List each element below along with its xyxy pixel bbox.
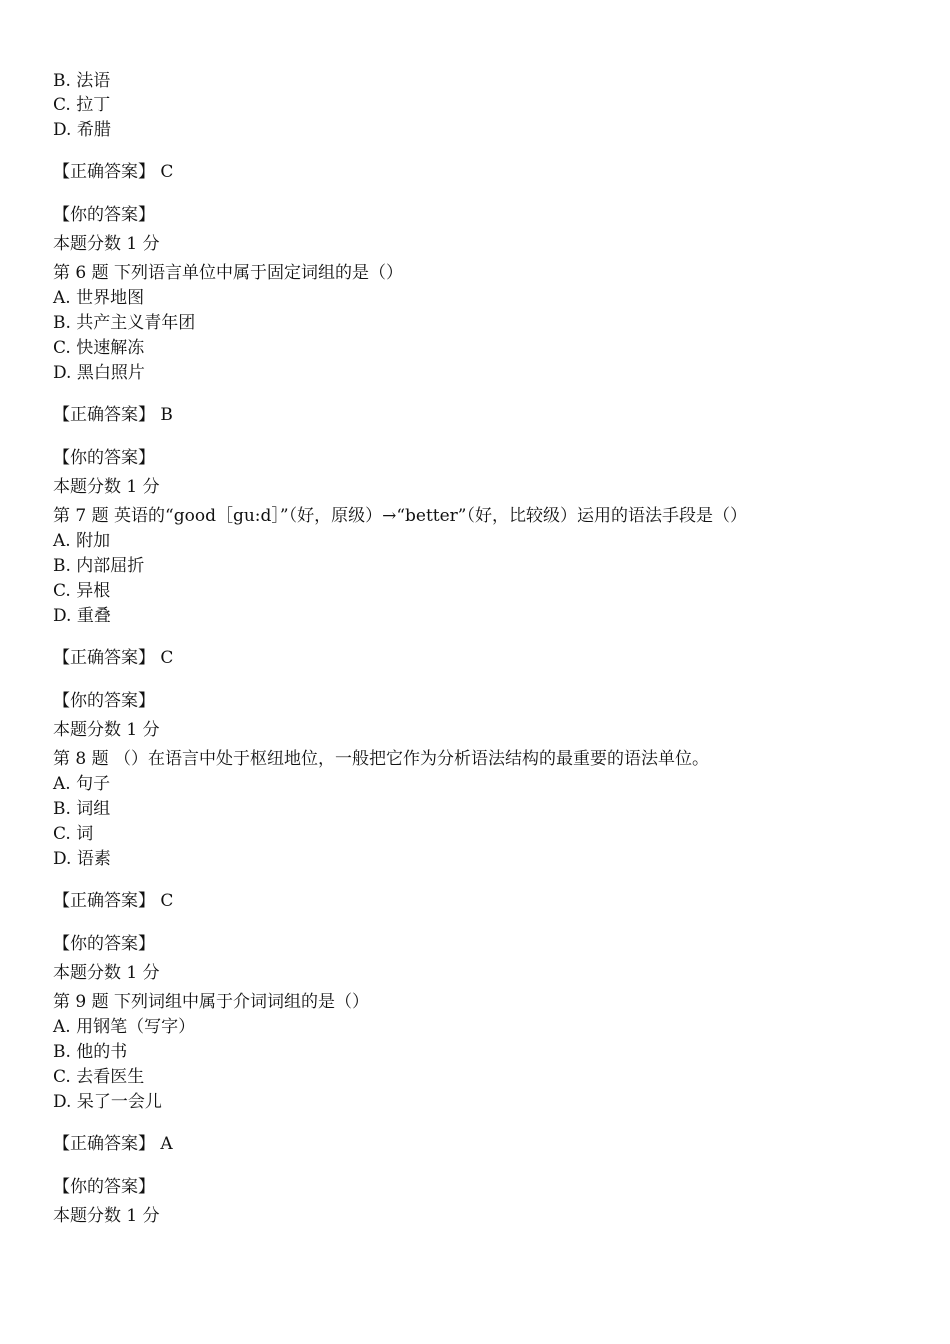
your-answer: 【你的答案】 [53, 691, 155, 711]
option-b: B. 内部屈折 [53, 556, 145, 576]
option-d: D. 希腊 [53, 120, 111, 140]
question-score: 本题分数 1 分 [53, 1206, 160, 1226]
option-b: B. 共产主义青年团 [53, 313, 196, 333]
option-c: C. 去看医生 [53, 1067, 145, 1087]
correct-answer: 【正确答案】 C [53, 648, 174, 668]
your-answer: 【你的答案】 [53, 448, 155, 468]
question-score: 本题分数 1 分 [53, 720, 160, 740]
question-8-title: 第 8 题 （）在语言中处于枢纽地位，一般把它作为分析语法结构的最重要的语法单位。 [53, 749, 710, 769]
option-d: D. 重叠 [53, 606, 111, 626]
option-c: C. 异根 [53, 581, 111, 601]
option-c: C. 词 [53, 824, 94, 844]
question-9-title: 第 9 题 下列词组中属于介词词组的是（） [53, 992, 370, 1012]
question-7-title: 第 7 题 英语的“good［gu:d］”（好，原级）→“better”（好，比较级）运用的语法手段是（） [53, 506, 748, 526]
question-6-title: 第 6 题 下列语言单位中属于固定词组的是（） [53, 263, 404, 283]
option-b: B. 他的书 [53, 1042, 128, 1062]
your-answer: 【你的答案】 [53, 1177, 155, 1197]
option-c: C. 拉丁 [53, 95, 111, 115]
option-b: B. 词组 [53, 799, 111, 819]
your-answer: 【你的答案】 [53, 934, 155, 954]
option-b: B. 法语 [53, 71, 111, 91]
option-d: D. 语素 [53, 849, 111, 869]
option-a: A. 用钢笔（写字） [53, 1017, 196, 1037]
option-d: D. 黑白照片 [53, 363, 145, 383]
question-score: 本题分数 1 分 [53, 234, 160, 254]
question-score: 本题分数 1 分 [53, 963, 160, 983]
option-c: C. 快速解冻 [53, 338, 145, 358]
question-score: 本题分数 1 分 [53, 477, 160, 497]
option-a: A. 句子 [53, 774, 111, 794]
option-a: A. 附加 [53, 531, 111, 551]
option-d: D. 呆了一会儿 [53, 1092, 162, 1112]
correct-answer: 【正确答案】 C [53, 162, 174, 182]
option-a: A. 世界地图 [53, 288, 145, 308]
your-answer: 【你的答案】 [53, 205, 155, 225]
correct-answer: 【正确答案】 A [53, 1134, 173, 1154]
correct-answer: 【正确答案】 B [53, 405, 173, 425]
correct-answer: 【正确答案】 C [53, 891, 174, 911]
